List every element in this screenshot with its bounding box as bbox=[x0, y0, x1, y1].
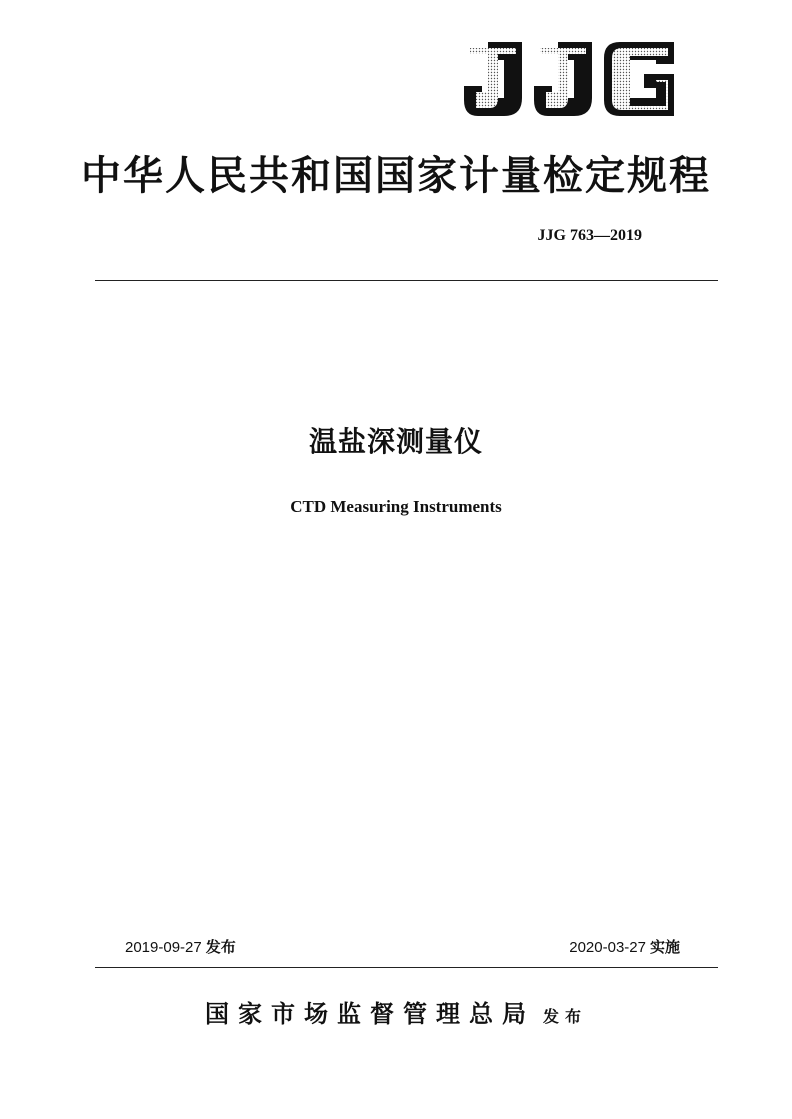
logo-letter-g bbox=[604, 42, 674, 116]
logo-letter-j2 bbox=[534, 42, 592, 116]
effective-label: 实施 bbox=[649, 938, 680, 956]
issue-label: 发布 bbox=[205, 938, 236, 956]
standard-number: JJG 763—2019 bbox=[537, 227, 642, 244]
publisher-name: 国家市场监督管理总局 bbox=[204, 999, 535, 1028]
bottom-divider bbox=[95, 967, 718, 968]
top-divider bbox=[95, 280, 718, 281]
document-title-zh: 温盐深测量仪 bbox=[308, 425, 483, 458]
document-title-en: CTD Measuring Instruments bbox=[290, 497, 502, 516]
effective-date-line bbox=[569, 936, 680, 959]
issue-date: 2019-09-27 bbox=[125, 939, 202, 956]
issue-date-line bbox=[125, 936, 236, 959]
logo-letter-j1 bbox=[464, 42, 522, 116]
main-title: 中华人民共和国国家计量检定规程 bbox=[81, 152, 711, 199]
effective-date: 2020-03-27 bbox=[569, 939, 646, 956]
publish-label: 发布 bbox=[542, 1007, 587, 1026]
publisher-line bbox=[0, 996, 792, 1035]
jjg-logo bbox=[460, 38, 678, 120]
